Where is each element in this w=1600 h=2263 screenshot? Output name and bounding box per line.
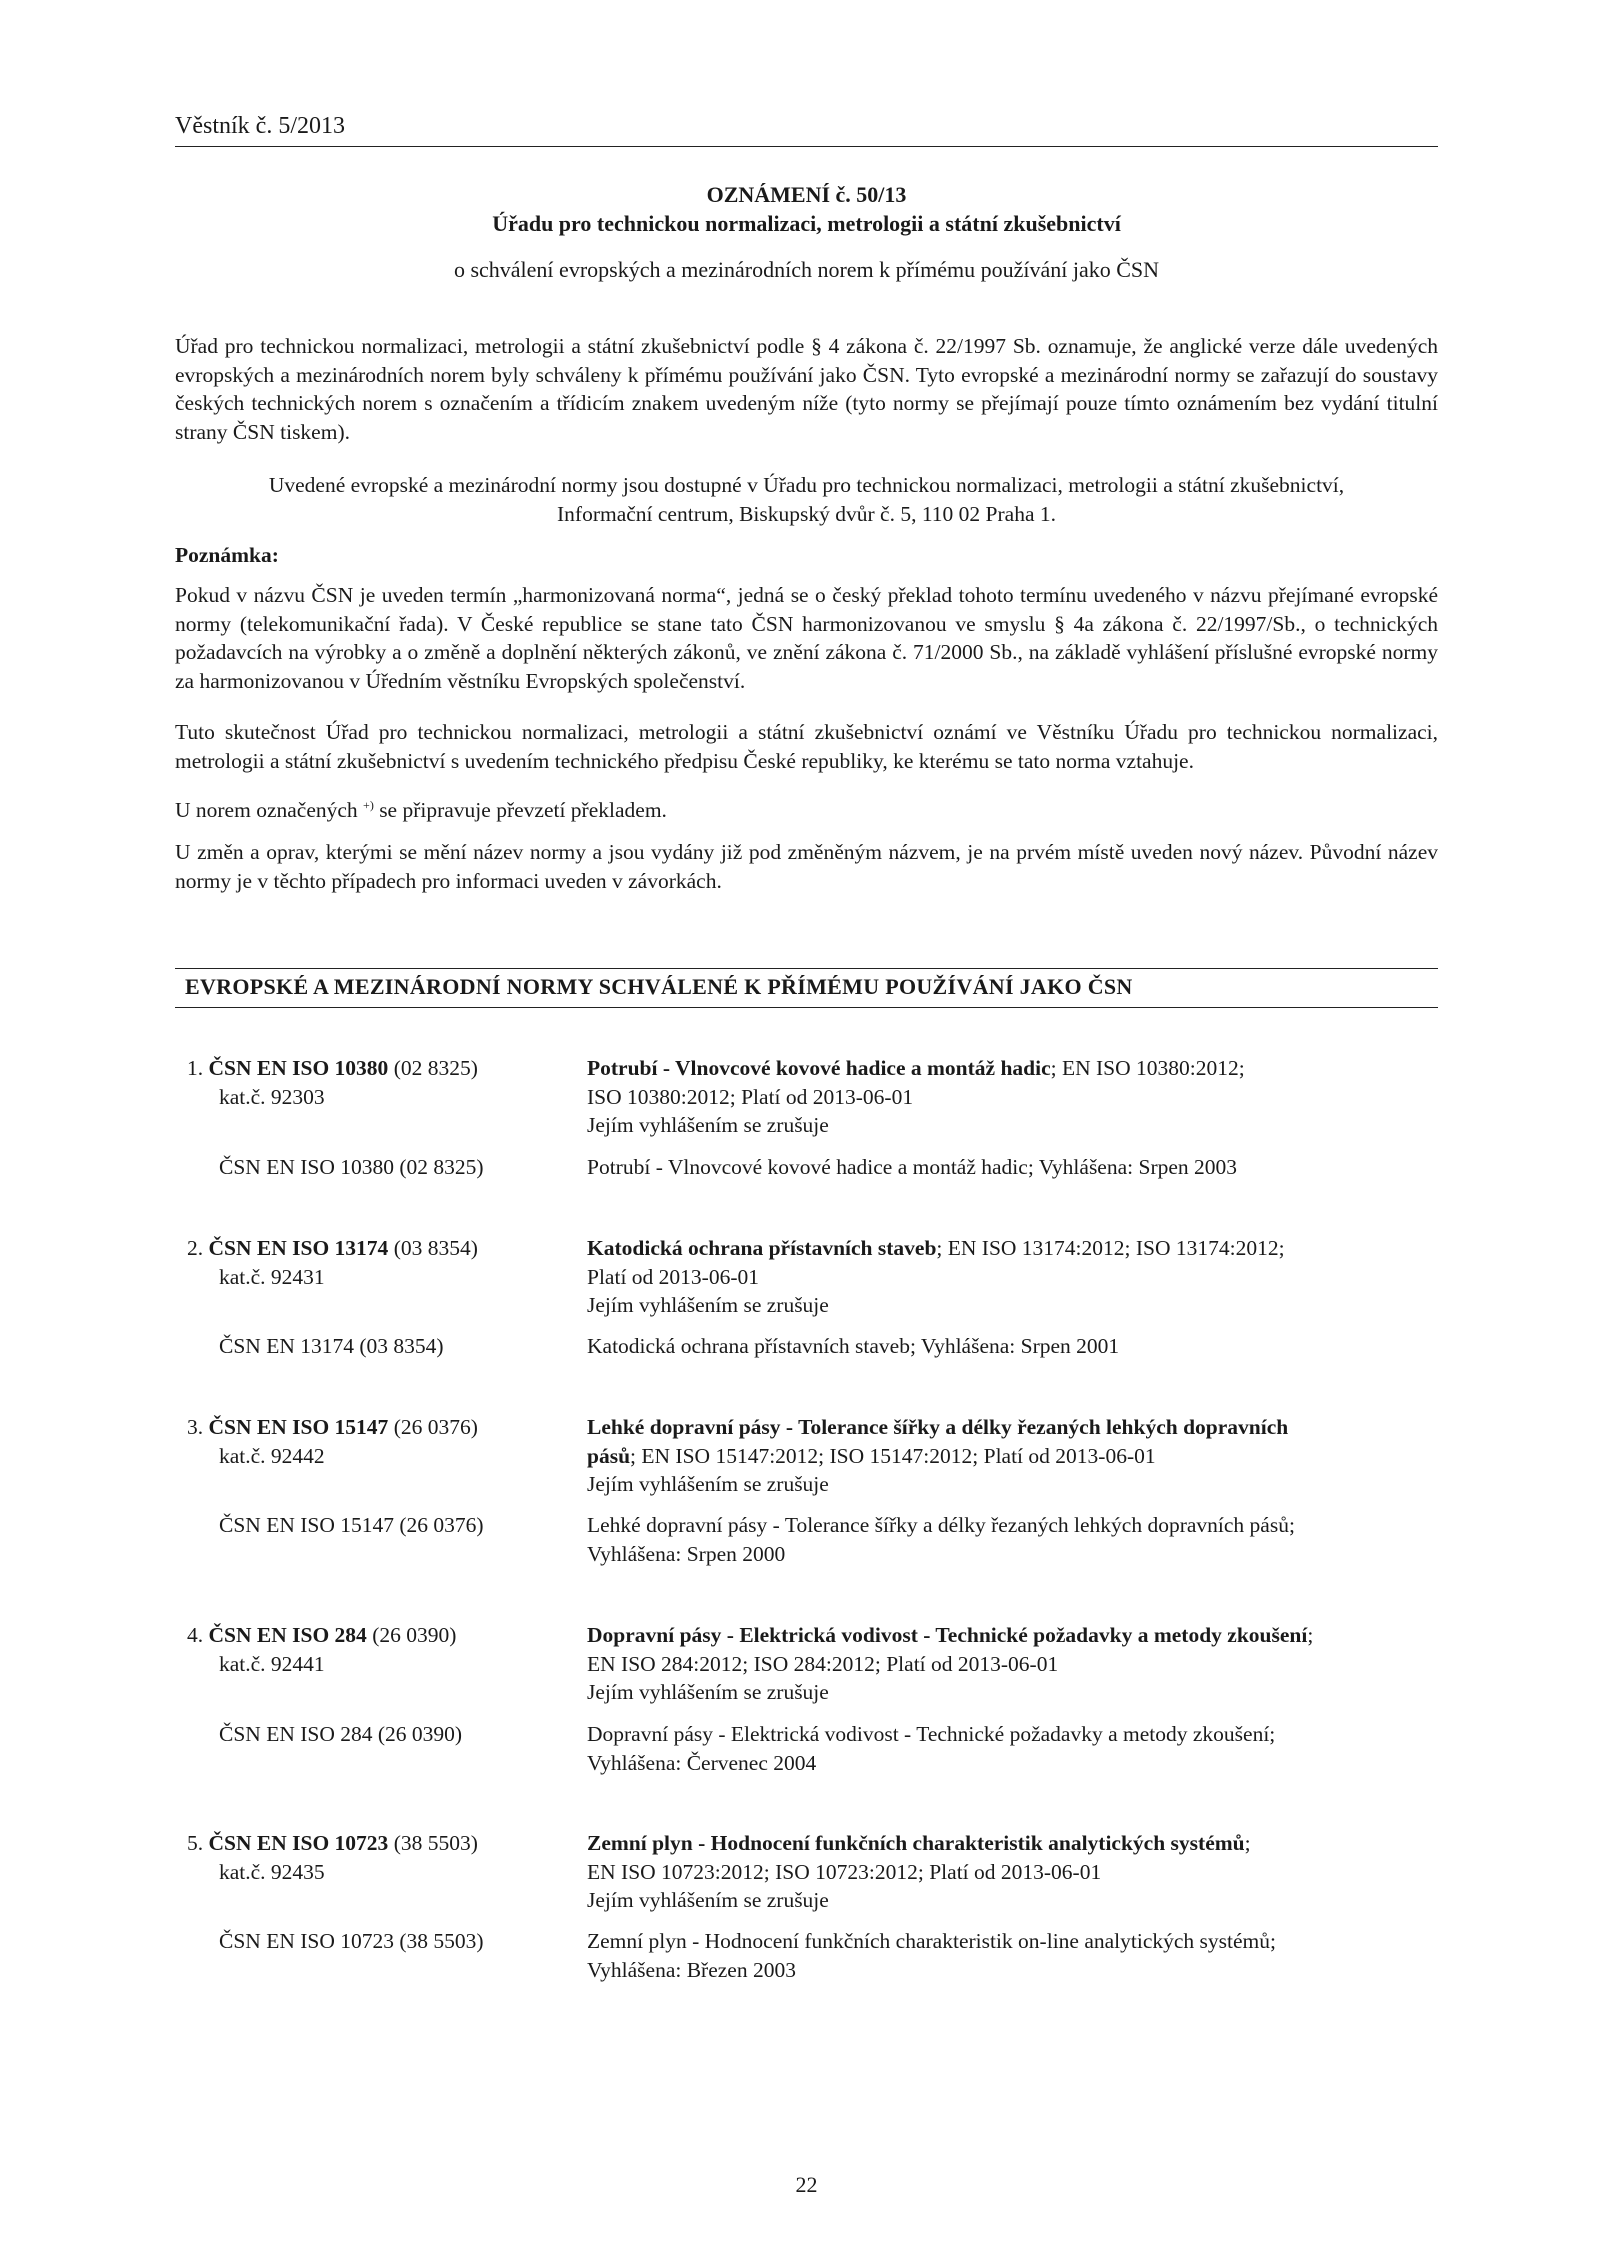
intro-paragraph: Úřad pro technickou normalizaci, metrologii a státní zkušebnictví podle § 4 zákona č. 22/1997 Sb. oznamuje, že anglické verze dále uvedených evropských a mezinárodních norem byly schváleny k přímému používání jako ČSN. Tyto evropské a mezinárodní normy se zařazují do soustavy českých technických norem s označením a třídicím znakem uvedeným níže (tyto normy se přejímají pouze tímto oznámením bez vydání titulní strany ČSN tiskem). — [175, 334, 1438, 444]
entry-desc: ; EN ISO 13174:2012; ISO 13174:2012; — [936, 1236, 1285, 1260]
replaced-code: ČSN EN ISO 15147 (26 0376) — [219, 1513, 484, 1537]
notice-subject: o schválení evropských a mezinárodních norem k přímému používání jako ČSN — [453, 257, 1160, 282]
entry-code-block — [187, 1413, 587, 1470]
entry-repeal: Jejím vyhlášením se zrušuje — [587, 1472, 829, 1496]
publication-paragraph: Tuto skutečnost Úřad pro technickou normalizaci, metrologii a státní zkušebnictví oznámí ve Věstníku Úřadu pro technickou normalizaci, metrologii a státní zkušebnictví s uvedením technického předpisu České republiky, ke kterému se tato norma vztahuje. — [175, 720, 1438, 773]
replaced-title — [587, 1332, 1427, 1361]
replaced-title — [587, 1927, 1427, 1984]
replaced-line1: Dopravní pásy - Elektrická vodivost - Technické požadavky a metody zkoušení; — [587, 1722, 1276, 1746]
entry-desc-line2: EN ISO 10723:2012; ISO 10723:2012; Platí od 2013-06-01 — [587, 1859, 1102, 1884]
entry-catalog: kat.č. 92431 — [219, 1264, 325, 1289]
entry-title: Lehké dopravní pásy - Tolerance šířky a délky řezaných lehkých dopravních — [587, 1415, 1289, 1439]
entry-repeal: Jejím vyhlášením se zrušuje — [587, 1680, 829, 1704]
replaced-line1: Zemní plyn - Hodnocení funkčních charakteristik on-line analytických systémů; — [587, 1929, 1276, 1953]
replaced-code: ČSN EN 13174 (03 8354) — [219, 1334, 444, 1358]
entry-catalog: kat.č. 92435 — [219, 1859, 325, 1884]
entry-code-block — [187, 1829, 587, 1886]
entry-number: 5. — [187, 1831, 204, 1855]
entry-repeal: Jejím vyhlášením se zrušuje — [587, 1888, 829, 1912]
entry-code: ČSN EN ISO 10723 — [208, 1831, 389, 1855]
document-page — [175, 0, 1438, 2263]
translation-text-end: se připravuje převzetí překladem. — [373, 798, 667, 823]
entry-desc-line2: ISO 10380:2012; Platí od 2013-06-01 — [587, 1084, 914, 1109]
section-heading: EVROPSKÉ A MEZINÁRODNÍ NORMY SCHVÁLENÉ K PŘÍMÉMU POUŽÍVÁNÍ JAKO ČSN — [185, 974, 1133, 999]
availability-paragraph — [175, 471, 1438, 528]
entry-code-block — [187, 1234, 587, 1291]
replaced-line2: Vyhlášena: Březen 2003 — [587, 1957, 796, 1982]
replaced-title — [587, 1511, 1427, 1568]
notice-issuer: Úřadu pro technickou normalizaci, metrologii a státní zkušebnictví — [492, 211, 1121, 236]
entry-code: ČSN EN ISO 15147 — [208, 1415, 389, 1439]
note-heading: Poznámka: — [175, 543, 279, 567]
entry-code: ČSN EN ISO 13174 — [208, 1236, 389, 1260]
entry-title: Dopravní pásy - Elektrická vodivost - Technické požadavky a metody zkoušení — [587, 1623, 1308, 1647]
entry-catalog: kat.č. 92441 — [219, 1651, 325, 1676]
replaced-code: ČSN EN ISO 10380 (02 8325) — [219, 1155, 484, 1179]
entry-class: (26 0390) — [366, 1623, 457, 1647]
entry-code-block — [187, 1621, 587, 1678]
entry-code-block — [187, 1054, 587, 1111]
entry-desc-line2: EN ISO 284:2012; ISO 284:2012; Platí od 2013-06-01 — [587, 1651, 1059, 1676]
entry-title: Zemní plyn - Hodnocení funkčních charakteristik analytických systémů — [587, 1831, 1245, 1855]
entry-description — [587, 1413, 1427, 1499]
entry-code: ČSN EN ISO 284 — [208, 1623, 367, 1647]
amendment-paragraph: U změn a oprav, kterými se mění název normy a jsou vydány již pod změněným názvem, je na prvém místě uveden nový název. Původní název normy je v těchto případech pro informaci uveden v závorkách. — [175, 840, 1438, 893]
entry-title: Potrubí - Vlnovcové kovové hadice a montáž hadic — [587, 1056, 1051, 1080]
entry-desc: ; EN ISO 10380:2012; — [1050, 1056, 1245, 1080]
replaced-line2: Vyhlášena: Červenec 2004 — [587, 1750, 817, 1775]
entry-class: (38 5503) — [388, 1831, 478, 1855]
notice-title: OZNÁMENÍ č. 50/13 — [706, 182, 907, 207]
notice-title-block — [175, 180, 1438, 283]
entry-desc-line2: Platí od 2013-06-01 — [587, 1264, 759, 1289]
entry-catalog: kat.č. 92303 — [219, 1084, 325, 1109]
translation-marker: +) — [363, 798, 374, 812]
translation-text-start: U norem označených — [175, 798, 364, 823]
entry-catalog: kat.č. 92442 — [219, 1443, 325, 1468]
entry-code: ČSN EN ISO 10380 — [208, 1056, 389, 1080]
availability-line-2: Informační centrum, Biskupský dvůr č. 5, 110 02 Praha 1. — [557, 501, 1056, 526]
replaced-title — [587, 1720, 1427, 1777]
entry-description — [587, 1621, 1427, 1707]
note-paragraph: Pokud v názvu ČSN je uveden termín „harmonizovaná norma“, jedná se o český překlad tohoto termínu uvedeného v názvu přejímané evropské normy (telekomunikační řada). V České republice se stane tato ČSN harmonizovanou ve smyslu § 4a zákona č. 22/1997/Sb., o technických požadavcích na výrobky a o změně a doplnění některých zákonů, ve znění zákona č. 71/2000 Sb., na základě vyhlášení příslušné evropské normy za harmonizovanou v Úředním věstníku Evropských společenství. — [175, 583, 1438, 693]
replaced-line1: Lehké dopravní pásy - Tolerance šířky a délky řezaných lehkých dopravních pásů; — [587, 1513, 1295, 1537]
entry-desc: ; — [1307, 1623, 1314, 1647]
availability-line-1: Uvedené evropské a mezinárodní normy jsou dostupné v Úřadu pro technickou normalizaci, metrologii a státní zkušebnictví, — [268, 473, 1345, 497]
entry-class: (26 0376) — [388, 1415, 478, 1439]
entry-description — [587, 1829, 1427, 1915]
entry-repeal: Jejím vyhlášením se zrušuje — [587, 1293, 829, 1317]
entry-title-cont: pásů — [587, 1443, 631, 1468]
entry-class: (02 8325) — [388, 1056, 478, 1080]
translation-paragraph — [175, 791, 1438, 825]
entry-number: 4. — [187, 1623, 204, 1647]
entry-description — [587, 1234, 1427, 1320]
header-rule — [175, 146, 1438, 147]
page-number: 22 — [795, 2172, 818, 2197]
replaced-line1: Potrubí - Vlnovcové kovové hadice a montáž hadic; Vyhlášena: Srpen 2003 — [587, 1155, 1238, 1179]
entry-number: 1. — [187, 1056, 204, 1080]
replaced-line1: Katodická ochrana přístavních staveb; Vyhlášena: Srpen 2001 — [587, 1334, 1120, 1358]
entry-number: 3. — [187, 1415, 204, 1439]
replaced-code: ČSN EN ISO 10723 (38 5503) — [219, 1929, 484, 1953]
replaced-code: ČSN EN ISO 284 (26 0390) — [219, 1722, 463, 1746]
replaced-line2: Vyhlášena: Srpen 2000 — [587, 1541, 786, 1566]
section-heading-box — [175, 968, 1438, 1008]
entry-repeal: Jejím vyhlášením se zrušuje — [587, 1113, 829, 1137]
entry-class: (03 8354) — [388, 1236, 478, 1260]
entry-description — [587, 1054, 1427, 1140]
entry-title: Katodická ochrana přístavních staveb — [587, 1236, 937, 1260]
entry-number: 2. — [187, 1236, 204, 1260]
replaced-title — [587, 1153, 1427, 1182]
entry-desc: ; — [1244, 1831, 1251, 1855]
entry-desc: ; EN ISO 15147:2012; ISO 15147:2012; Platí od 2013-06-01 — [630, 1443, 1156, 1468]
running-head: Věstník č. 5/2013 — [175, 113, 345, 139]
